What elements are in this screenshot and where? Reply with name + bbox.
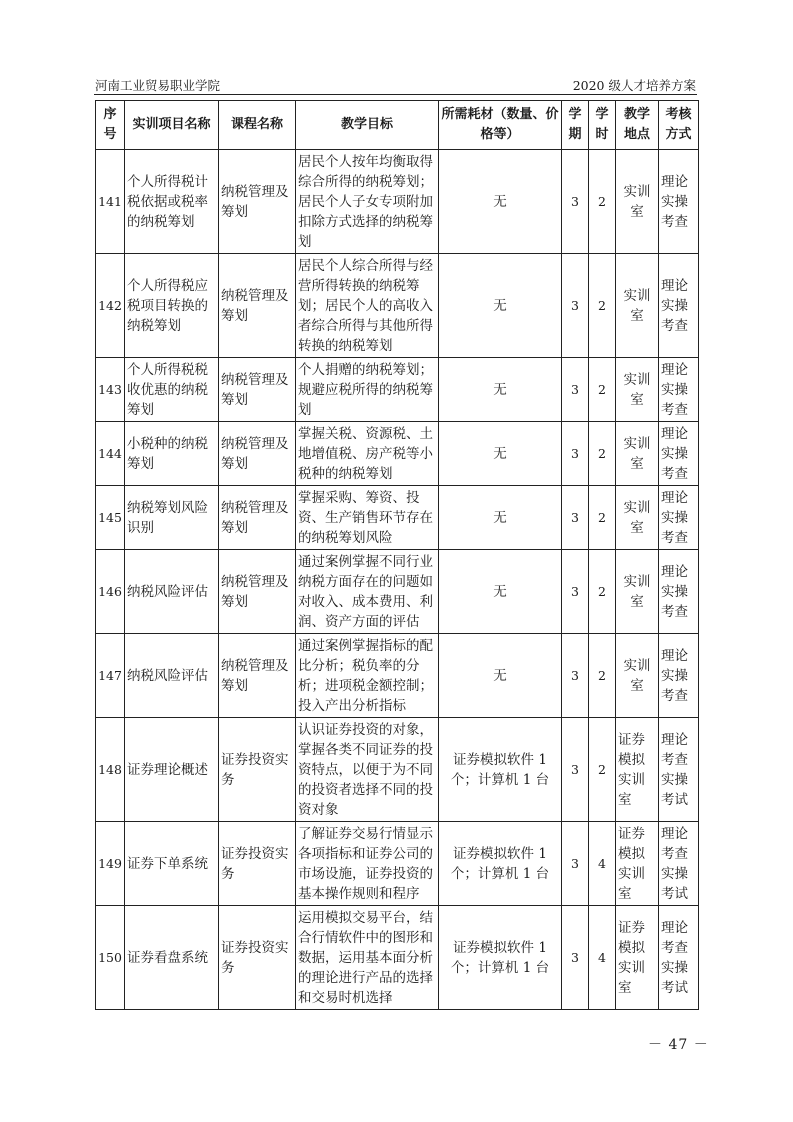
cell-hours: 2 bbox=[589, 150, 616, 254]
cell-assess: 理论实操考查 bbox=[659, 358, 699, 422]
cell-place: 证券模拟实训室 bbox=[616, 822, 659, 906]
header-rule bbox=[94, 94, 697, 95]
cell-project: 个人所得税应税项目转换的纳税筹划 bbox=[125, 254, 219, 358]
cell-course: 纳税管理及筹划 bbox=[219, 550, 296, 634]
cell-term: 3 bbox=[562, 718, 589, 822]
cell-goal: 居民个人综合所得与经营所得转换的纳税筹划；居民个人的高收入者综合所得与其他所得转换的纳税筹划 bbox=[296, 254, 439, 358]
cell-course: 纳税管理及筹划 bbox=[219, 358, 296, 422]
cell-goal: 通过案例掌握指标的配比分析；税负率的分析；进项税金额控制；投入产出分析指标 bbox=[296, 634, 439, 718]
cell-hours: 2 bbox=[589, 634, 616, 718]
cell-term: 3 bbox=[562, 634, 589, 718]
cell-project: 证券下单系统 bbox=[125, 822, 219, 906]
cell-goal: 运用模拟交易平台，结合行情软件中的图形和数据，运用基本面分析的理论进行产品的选择和交易时机选择 bbox=[296, 906, 439, 1010]
cell-goal: 通过案例掌握不同行业纳税方面存在的问题如对收入、成本费用、利润、资产方面的评估 bbox=[296, 550, 439, 634]
cell-hours: 2 bbox=[589, 486, 616, 550]
cell-course: 纳税管理及筹划 bbox=[219, 150, 296, 254]
cell-no: 146 bbox=[96, 550, 125, 634]
col-header-no: 序号 bbox=[96, 101, 125, 150]
training-table bbox=[95, 100, 699, 1010]
cell-place: 实训室 bbox=[616, 254, 659, 358]
cell-materials: 证券模拟软件 1 个；计算机 1 台 bbox=[439, 718, 562, 822]
col-header-term: 学期 bbox=[562, 101, 589, 150]
cell-hours: 2 bbox=[589, 718, 616, 822]
cell-place: 实训室 bbox=[616, 150, 659, 254]
cell-course: 证券投资实务 bbox=[219, 906, 296, 1010]
col-header-materials: 所需耗材（数量、价格等） bbox=[439, 101, 562, 150]
cell-hours: 2 bbox=[589, 422, 616, 486]
cell-course: 纳税管理及筹划 bbox=[219, 254, 296, 358]
cell-no: 143 bbox=[96, 358, 125, 422]
cell-materials: 证券模拟软件 1 个；计算机 1 台 bbox=[439, 822, 562, 906]
cell-course: 纳税管理及筹划 bbox=[219, 486, 296, 550]
cell-hours: 4 bbox=[589, 906, 616, 1010]
cell-place: 证券模拟实训室 bbox=[616, 906, 659, 1010]
cell-materials: 无 bbox=[439, 634, 562, 718]
col-header-course: 课程名称 bbox=[219, 101, 296, 150]
cell-course: 证券投资实务 bbox=[219, 822, 296, 906]
table-row bbox=[96, 254, 699, 358]
cell-project: 小税种的纳税筹划 bbox=[125, 422, 219, 486]
cell-term: 3 bbox=[562, 906, 589, 1010]
cell-assess: 理论实操考查 bbox=[659, 422, 699, 486]
cell-term: 3 bbox=[562, 550, 589, 634]
cell-assess: 理论实操考查 bbox=[659, 634, 699, 718]
cell-goal: 认识证券投资的对象，掌握各类不同证券的投资特点，以便于为不同的投资者选择不同的投资对象 bbox=[296, 718, 439, 822]
cell-goal: 掌握关税、资源税、土地增值税、房产税等小税种的纳税筹划 bbox=[296, 422, 439, 486]
cell-place: 实训室 bbox=[616, 486, 659, 550]
cell-place: 实训室 bbox=[616, 422, 659, 486]
cell-assess: 理论实操考查 bbox=[659, 150, 699, 254]
cell-place: 实训室 bbox=[616, 634, 659, 718]
cell-no: 148 bbox=[96, 718, 125, 822]
cell-term: 3 bbox=[562, 422, 589, 486]
cell-term: 3 bbox=[562, 486, 589, 550]
table-row bbox=[96, 822, 699, 906]
cell-no: 150 bbox=[96, 906, 125, 1010]
cell-materials: 无 bbox=[439, 550, 562, 634]
cell-project: 个人所得税计税依据或税率的纳税筹划 bbox=[125, 150, 219, 254]
cell-project: 纳税风险评估 bbox=[125, 634, 219, 718]
cell-project: 个人所得税税收优惠的纳税筹划 bbox=[125, 358, 219, 422]
cell-hours: 2 bbox=[589, 358, 616, 422]
table-row bbox=[96, 550, 699, 634]
cell-no: 141 bbox=[96, 150, 125, 254]
col-header-place: 教学地点 bbox=[616, 101, 659, 150]
cell-course: 纳税管理及筹划 bbox=[219, 422, 296, 486]
cell-no: 147 bbox=[96, 634, 125, 718]
table-row bbox=[96, 358, 699, 422]
col-header-hours: 学时 bbox=[589, 101, 616, 150]
cell-place: 证券模拟实训室 bbox=[616, 718, 659, 822]
cell-project: 纳税风险评估 bbox=[125, 550, 219, 634]
page-number: － 47 － bbox=[648, 1037, 709, 1053]
cell-goal: 了解证券交易行情显示各项指标和证券公司的市场设施，证券投资的基本操作规则和程序 bbox=[296, 822, 439, 906]
cell-materials: 无 bbox=[439, 358, 562, 422]
cell-assess: 理论实操考查 bbox=[659, 254, 699, 358]
cell-no: 149 bbox=[96, 822, 125, 906]
cell-assess: 理论实操考查 bbox=[659, 550, 699, 634]
cell-hours: 2 bbox=[589, 550, 616, 634]
cell-materials: 无 bbox=[439, 422, 562, 486]
col-header-goal: 教学目标 bbox=[296, 101, 439, 150]
cell-course: 证券投资实务 bbox=[219, 718, 296, 822]
table-row bbox=[96, 422, 699, 486]
cell-assess: 理论实操考查 bbox=[659, 486, 699, 550]
cell-hours: 2 bbox=[589, 254, 616, 358]
table-row bbox=[96, 906, 699, 1010]
cell-no: 144 bbox=[96, 422, 125, 486]
cell-project: 证券看盘系统 bbox=[125, 906, 219, 1010]
cell-project: 纳税筹划风险识别 bbox=[125, 486, 219, 550]
cell-goal: 个人捐赠的纳税筹划；规避应税所得的纳税筹划 bbox=[296, 358, 439, 422]
cell-goal: 掌握采购、筹资、投资、生产销售环节存在的纳税筹划风险 bbox=[296, 486, 439, 550]
cell-assess: 理论考查实操考试 bbox=[659, 822, 699, 906]
cell-materials: 证券模拟软件 1 个；计算机 1 台 bbox=[439, 906, 562, 1010]
cell-no: 142 bbox=[96, 254, 125, 358]
cell-assess: 理论考查实操考试 bbox=[659, 906, 699, 1010]
cell-goal: 居民个人按年均衡取得综合所得的纳税筹划；居民个人子女专项附加扣除方式选择的纳税筹划 bbox=[296, 150, 439, 254]
header-school-name: 河南工业贸易职业学院 bbox=[95, 78, 221, 93]
col-header-assess: 考核方式 bbox=[659, 101, 699, 150]
table-row bbox=[96, 150, 699, 254]
cell-materials: 无 bbox=[439, 486, 562, 550]
cell-term: 3 bbox=[562, 254, 589, 358]
cell-project: 证券理论概述 bbox=[125, 718, 219, 822]
cell-term: 3 bbox=[562, 358, 589, 422]
cell-materials: 无 bbox=[439, 254, 562, 358]
cell-materials: 无 bbox=[439, 150, 562, 254]
col-header-project: 实训项目名称 bbox=[125, 101, 219, 150]
cell-course: 纳税管理及筹划 bbox=[219, 634, 296, 718]
cell-assess: 理论考查实操考试 bbox=[659, 718, 699, 822]
table-row bbox=[96, 634, 699, 718]
table-row bbox=[96, 718, 699, 822]
cell-term: 3 bbox=[562, 150, 589, 254]
cell-hours: 4 bbox=[589, 822, 616, 906]
cell-term: 3 bbox=[562, 822, 589, 906]
table-header-row bbox=[96, 101, 699, 150]
cell-place: 实训室 bbox=[616, 358, 659, 422]
cell-place: 实训室 bbox=[616, 550, 659, 634]
cell-no: 145 bbox=[96, 486, 125, 550]
header-plan-title: 2020 级人才培养方案 bbox=[572, 78, 696, 93]
table-row bbox=[96, 486, 699, 550]
